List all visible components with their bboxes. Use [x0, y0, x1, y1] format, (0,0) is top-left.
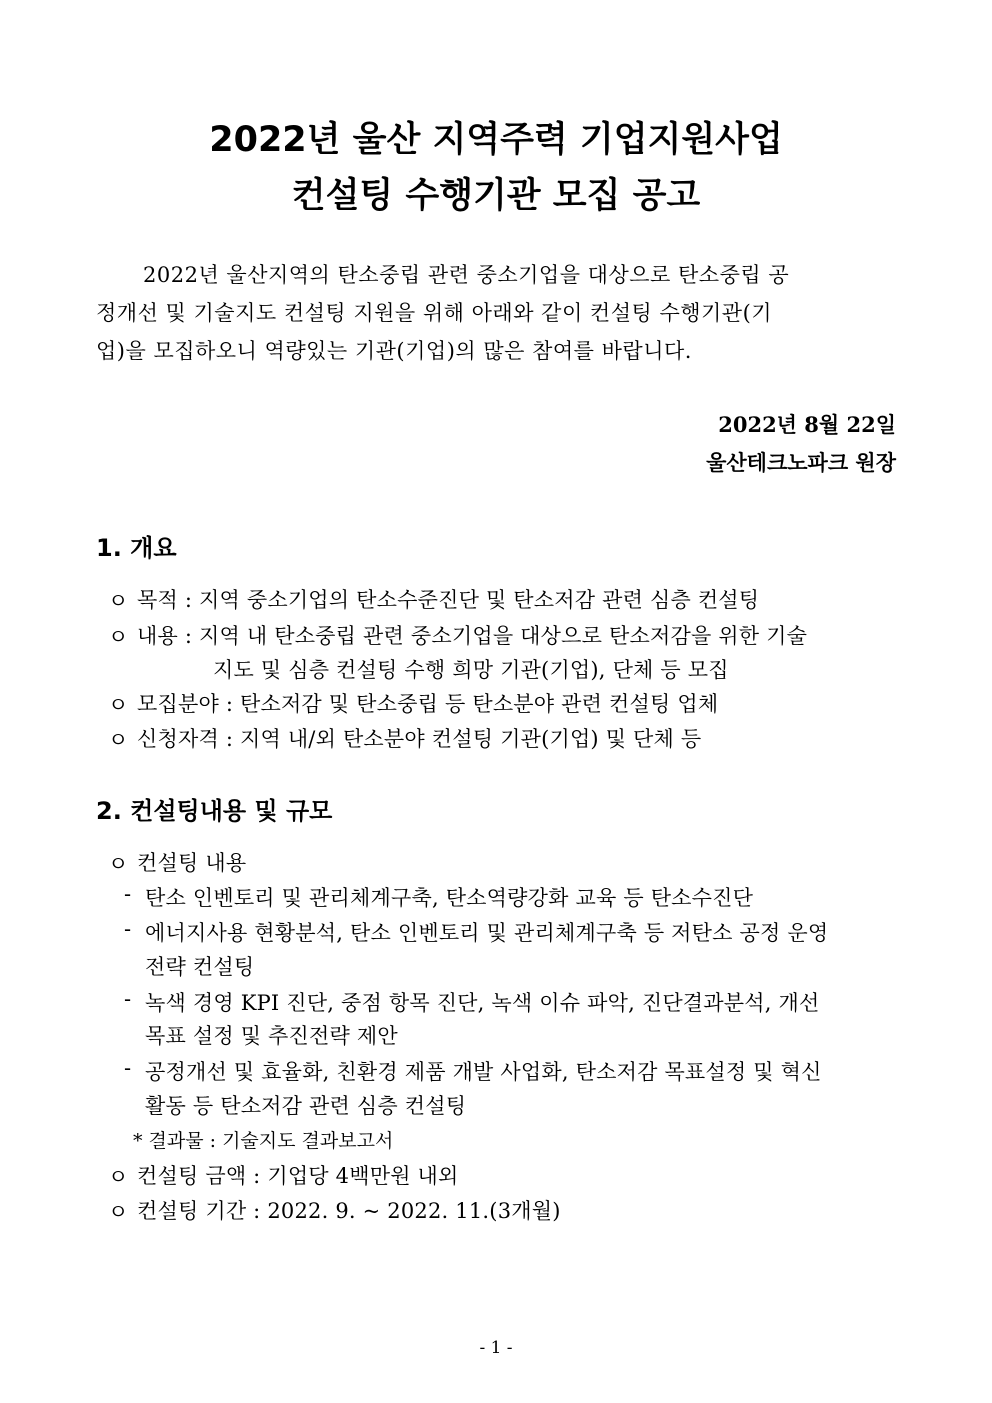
consulting-item-4-continued: 활동 등 탄소저감 관련 심층 컨설팅 — [145, 1094, 467, 1118]
bullet-icon: ㅇ — [108, 1165, 129, 1189]
consulting-item-4: 공정개선 및 효율화, 친환경 제품 개발 사업화, 탄소저감 목표설정 및 혁신 — [145, 1060, 822, 1084]
intro-line-1: 2022년 울산지역의 탄소중립 관련 중소기업을 대상으로 탄소중립 공 — [143, 263, 790, 287]
consulting-item-3: 녹색 경영 KPI 진단, 중점 항목 진단, 녹색 이슈 파악, 진단결과분석, 개선 — [145, 991, 820, 1015]
dash-mark: - — [124, 987, 132, 1011]
issuer: 울산테크노파크 원장 — [706, 450, 896, 475]
consulting-item-1: 탄소 인벤토리 및 관리체계구축, 탄소역량강화 교육 등 탄소수진단 — [145, 886, 754, 910]
dash-mark: - — [124, 917, 132, 941]
title-line-1: 2022년 울산 지역주력 기업지원사업 — [209, 120, 783, 160]
overview-purpose: 목적 : 지역 중소기업의 탄소수준진단 및 탄소저감 관련 심층 컨설팅 — [137, 588, 760, 612]
bullet-icon: ㅇ — [108, 625, 129, 649]
consulting-content-label: 컨설팅 내용 — [137, 851, 247, 875]
deliverable-note: * 결과물 : 기술지도 결과보고서 — [133, 1130, 394, 1152]
consulting-item-2-continued: 전략 컨설팅 — [145, 955, 255, 979]
announcement-date: 2022년 8월 22일 — [718, 412, 896, 437]
bullet-icon: ㅇ — [108, 852, 129, 876]
bullet-icon: ㅇ — [108, 589, 129, 613]
section-1-heading: 1. 개요 — [96, 534, 177, 562]
dash-mark: - — [124, 1056, 132, 1080]
intro-line-3: 업)을 모집하오니 역량있는 기관(기업)의 많은 참여를 바랍니다. — [96, 339, 692, 363]
overview-field: 모집분야 : 탄소저감 및 탄소중립 등 탄소분야 관련 컨설팅 업체 — [137, 692, 719, 716]
intro-line-2: 정개선 및 기술지도 컨설팅 지원을 위해 아래와 같이 컨설팅 수행기관(기 — [96, 301, 773, 325]
consulting-amount: 컨설팅 금액 : 기업당 4백만원 내외 — [137, 1164, 459, 1188]
overview-content: 내용 : 지역 내 탄소중립 관련 중소기업을 대상으로 탄소저감을 위한 기술 — [137, 624, 808, 648]
dash-mark: - — [124, 882, 132, 906]
bullet-icon: ㅇ — [108, 1200, 129, 1224]
consulting-period: 컨설팅 기간 : 2022. 9. ~ 2022. 11.(3개월) — [137, 1199, 561, 1223]
page-number: - 1 - — [479, 1338, 513, 1358]
section-2-heading: 2. 컨설팅내용 및 규모 — [96, 797, 333, 825]
title-line-2: 컨설팅 수행기관 모집 공고 — [291, 176, 701, 216]
overview-eligibility: 신청자격 : 지역 내/외 탄소분야 컨설팅 기관(기업) 및 단체 등 — [137, 727, 702, 751]
bullet-icon: ㅇ — [108, 693, 129, 717]
consulting-item-3-continued: 목표 설정 및 추진전략 제안 — [145, 1024, 398, 1048]
bullet-icon: ㅇ — [108, 728, 129, 752]
overview-content-continued: 지도 및 심층 컨설팅 수행 희망 기관(기업), 단체 등 모집 — [213, 658, 729, 682]
consulting-item-2: 에너지사용 현황분석, 탄소 인벤토리 및 관리체계구축 등 저탄소 공정 운영 — [145, 921, 829, 945]
